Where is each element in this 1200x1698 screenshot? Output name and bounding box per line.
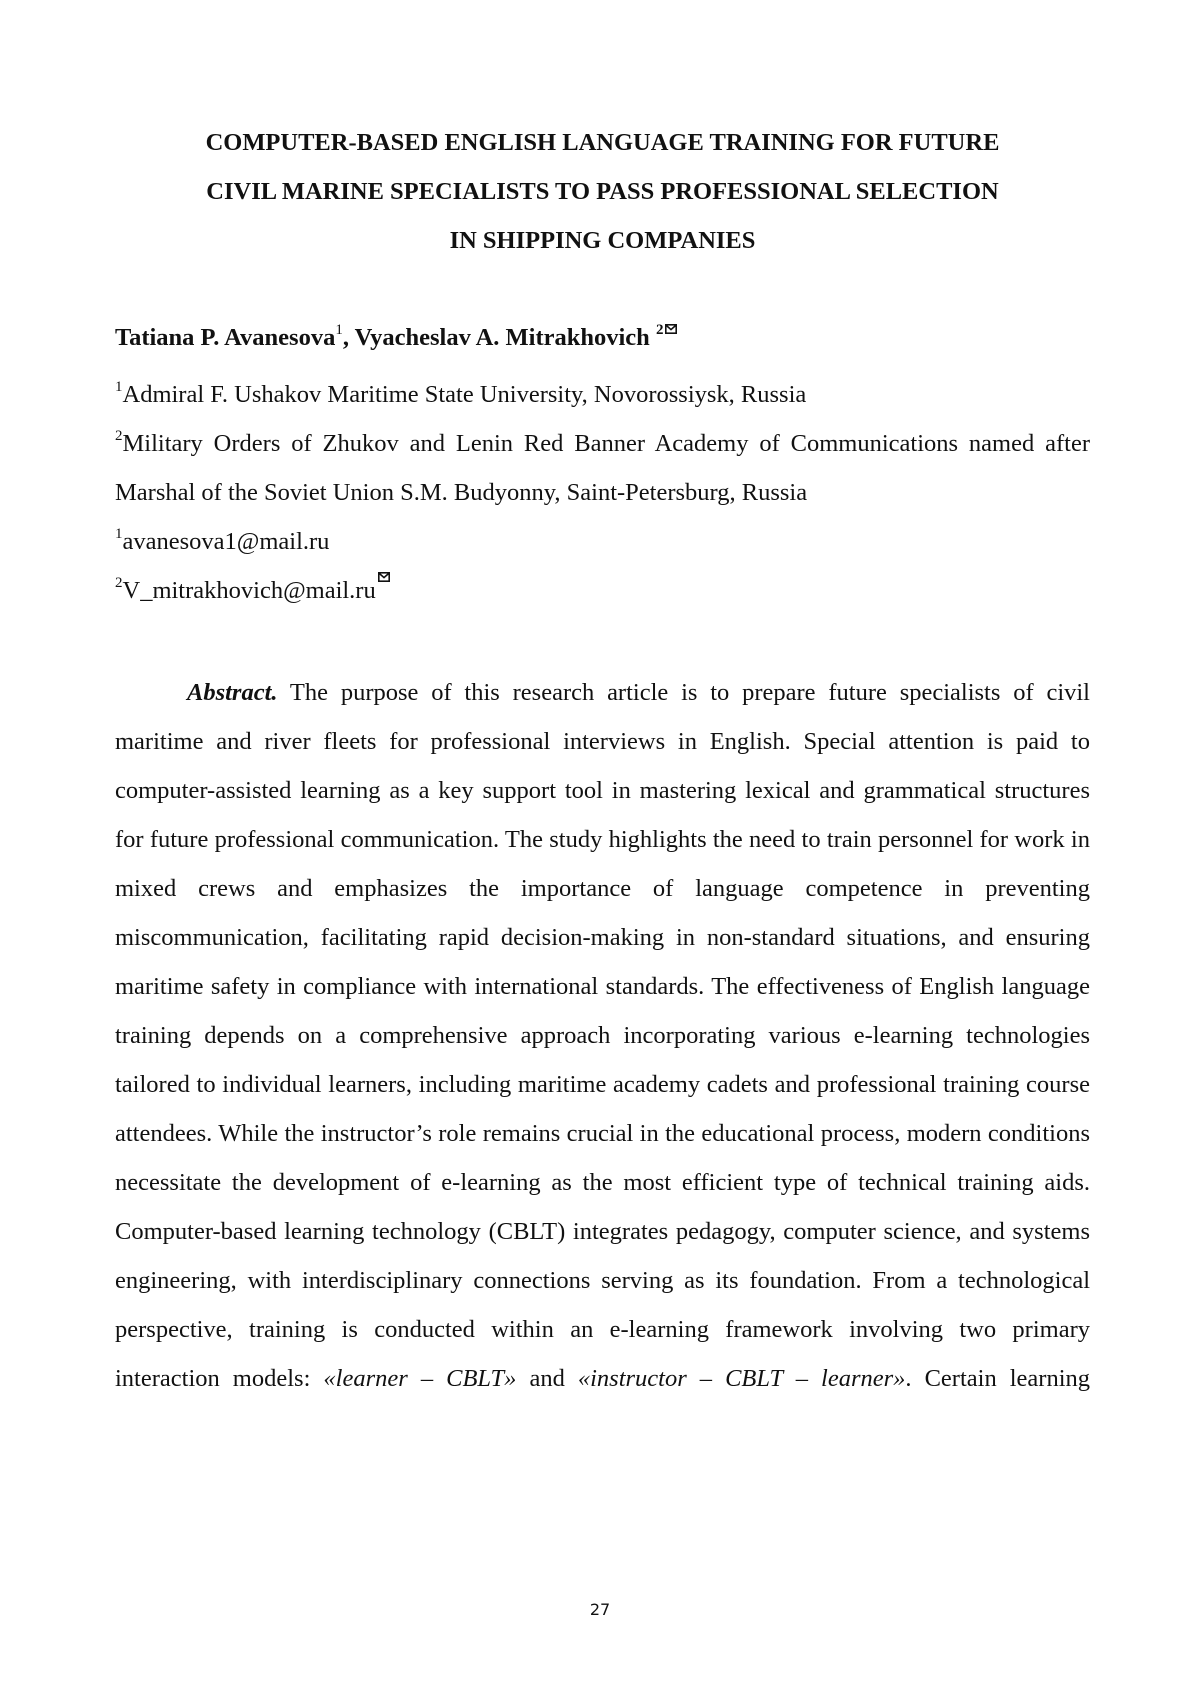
affiliation-text-1: Admiral F. Ushakov Maritime State University, Novorossiysk, Russia (122, 381, 807, 408)
email-text-1[interactable]: avanesova1@mail.ru (122, 528, 330, 555)
abstract-text-3: . Certain learning (905, 1365, 1090, 1392)
email-text-2[interactable]: V_mitrakhovich@mail.ru (122, 577, 376, 604)
abstract-model-1: «learner – CBLT» (323, 1365, 517, 1392)
title-line-1: COMPUTER-BASED ENGLISH LANGUAGE TRAINING FOR FUTURE (205, 129, 1000, 156)
abstract-model-2: «instructor – CBLT – learner» (577, 1365, 906, 1392)
author-sup-1: 1 (335, 321, 343, 338)
affiliation-1 (115, 370, 1090, 419)
author-separator: , (342, 324, 355, 351)
abstract-text-1: The purpose of this research article is to prepare future specialists of civil maritime and river fleets for professional interviews in English. Special attention is paid to computer-assisted learning as a key support tool in mastering lexical and grammatical structures for future professional communication. The study highlights the need to train personnel for work in mixed crews and emphasizes the importance of language competence in preventing miscommunication, facilitating rapid decision-making in non-standard situations, and ensuring maritime safety in compliance with international standards. The effectiveness of English language training depends on a comprehensive approach incorporating various e-learning technologies tailored to individual learners, including maritime academy cadets and professional training course attendees. While the instructor’s role remains crucial in the educational process, modern conditions necessitate the development of e-learning as the most efficient type of technical training aids. Computer-based learning technology (CBLT) integrates pedagogy, computer science, and systems engineering, with interdisciplinary connections serving as its foundation. From a technological perspective, training is conducted within an e-learning framework involving two primary interaction models: (115, 679, 1090, 1392)
abstract-text-2: and (516, 1365, 578, 1392)
affiliation-sup-1: 1 (115, 378, 123, 395)
affiliation-sup-2: 2 (115, 427, 123, 444)
email-sup-1: 1 (115, 525, 123, 542)
author-name-2: Vyacheslav A. Mitrakhovich (354, 324, 656, 351)
email-2 (115, 566, 1090, 615)
page-number: 27 (589, 1600, 611, 1619)
title-line-2: CIVIL MARINE SPECIALISTS TO PASS PROFESSIONAL SELECTION (206, 178, 999, 205)
abstract-paragraph (115, 668, 1090, 1403)
title-line-3: IN SHIPPING COMPANIES (449, 227, 756, 254)
abstract-label: Abstract. (187, 679, 278, 706)
email-1 (115, 517, 1090, 566)
author-list (115, 318, 677, 358)
envelope-icon (665, 324, 677, 334)
paper-title (115, 118, 1090, 265)
author-sup-2: 2 (655, 321, 664, 338)
author-name-1: Tatiana P. Avanesova (115, 324, 336, 351)
affiliation-text-2: Military Orders of Zhukov and Lenin Red Banner Academy of Communications named after Marshal of the Soviet Union S.M. Budyonny, Saint-Petersburg, Russia (115, 430, 1090, 506)
affiliation-2 (115, 419, 1090, 517)
envelope-icon (378, 572, 390, 582)
email-sup-2: 2 (115, 574, 123, 591)
